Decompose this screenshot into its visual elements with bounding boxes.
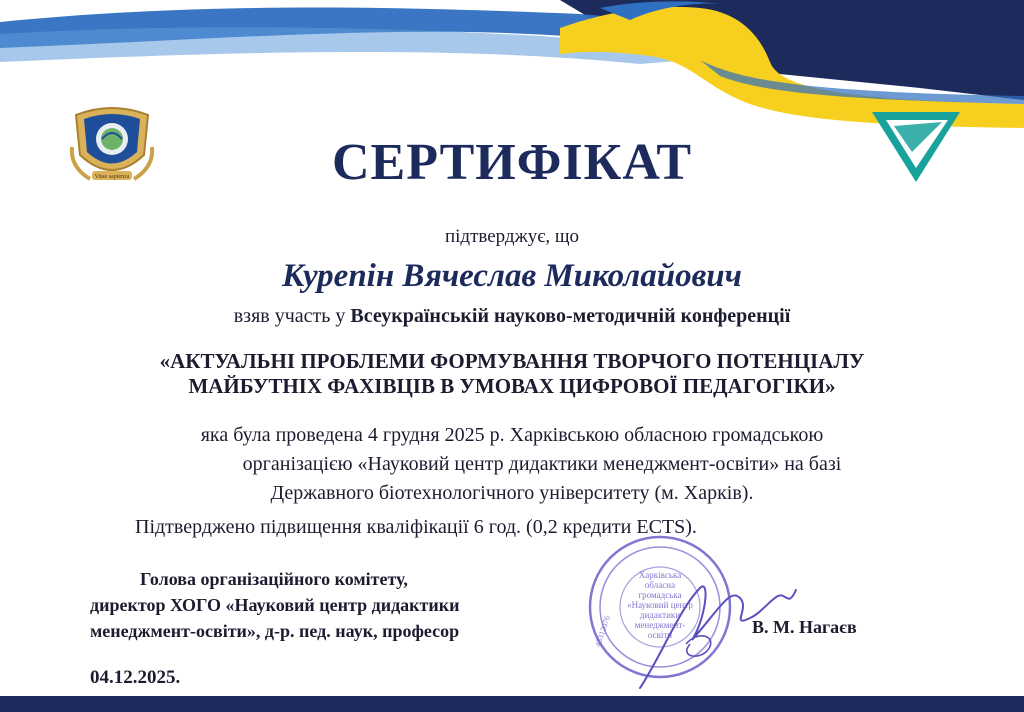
bottom-band [0,696,1024,712]
signatory-block [90,566,460,644]
stamp-line4: «Науковий центр [627,600,693,610]
conference-title-line1: «АКТУАЛЬНІ ПРОБЛЕМИ ФОРМУВАННЯ ТВОРЧОГО ПОТЕНЦІАЛУ [159,349,865,373]
stamp-line1: Харківська [638,570,682,580]
signatory-line3: менеджмент-освіти», д-р. пед. наук, професор [90,621,460,641]
certificate-title: СЕРТИФІКАТ [331,134,693,191]
stamp-code: 43312076 [593,614,612,648]
conference-title-line2: МАЙБУТНІХ ФАХІВЦІВ В УМОВАХ ЦИФРОВОЇ ПЕДАГОГІКИ» [188,374,836,398]
signatory-name: В. М. Нагаєв [752,617,857,637]
stamp-line2: обласна [644,580,676,590]
qualification-text: Підтверджено підвищення кваліфікації 6 год. (0,2 кредити ECTS). [135,516,697,538]
conference-title [0,349,1024,399]
details-line3: Державного біотехнологічного університету (м. Харків). [270,482,754,504]
participation-prefix: взяв участь у [233,305,351,327]
stamp-line5: дидактики [639,610,681,620]
stamp-line6: менеджмент- [634,620,686,630]
participation-event: Всеукраїнській науково-методичній конференції [350,305,791,327]
stamp-line7: освіти [647,630,673,640]
details-line2: організацією «Науковий центр дидактики менеджмент-освіти» на базі [242,453,842,475]
event-details [0,421,1024,508]
logo-inscription: Vitae sapienza [94,174,130,180]
stamp-line3: громадська [638,590,682,600]
confirms-text: підтверджує, що [444,226,580,247]
participation-line [0,305,1024,328]
recipient-name: Курепін Вячеслав Миколайович [282,258,742,294]
signatory-line2: директор ХОГО «Науковий центр дидактики [90,595,460,615]
details-line1: яка була проведена 4 грудня 2025 р. Харківською обласною громадською [200,424,824,446]
signatory-line1: Голова організаційного комітету, [140,569,408,589]
issue-date: 04.12.2025. [90,667,181,688]
